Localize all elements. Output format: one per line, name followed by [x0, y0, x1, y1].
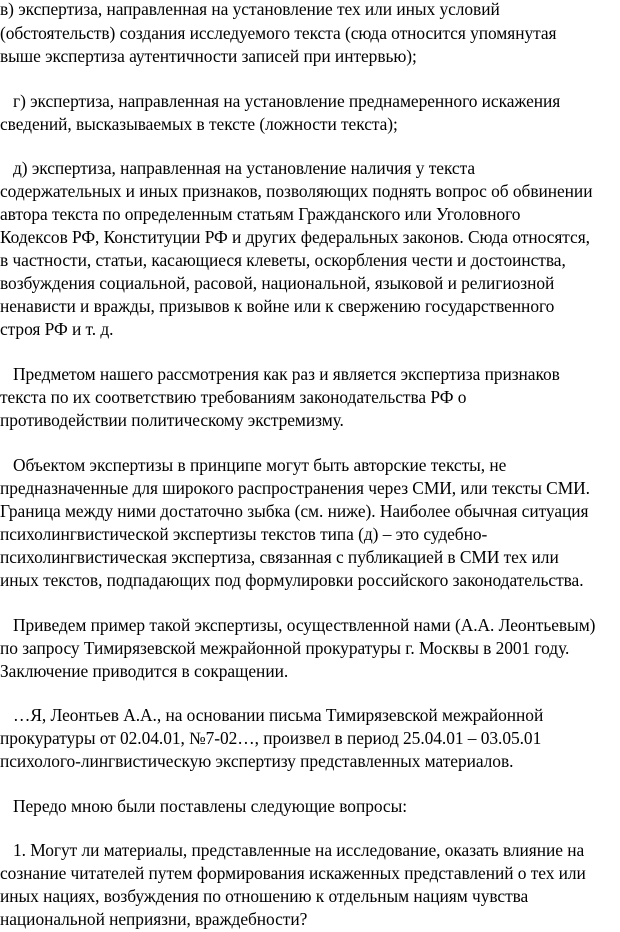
text-line: текста по их соответствию требованиям законодательства РФ о: [0, 387, 467, 407]
text-line: ненависти и вражды, призывов к войне или к свержению государственного: [0, 296, 555, 316]
text-line: Кодексов РФ, Конституции РФ и других федеральных законов. Сюда относятся,: [0, 227, 590, 247]
text-line: психолого-лингвистическую экспертизу представленных материалов.: [0, 751, 514, 771]
text-line: Граница между ними достаточно зыбка (см. ниже). Наиболее обычная ситуация: [0, 501, 589, 521]
text-line: строя РФ и т. д.: [0, 319, 114, 339]
text-line: противодействии политическому экстремизму.: [0, 410, 344, 430]
text-line: Предметом нашего рассмотрения как раз и является экспертиза признаков: [13, 364, 560, 384]
text-line: Объектом экспертизы в принципе могут быть авторские тексты, не: [13, 455, 507, 475]
text-line: национальной неприязни, враждебности?: [0, 909, 308, 929]
text-line: в) экспертиза, направленная на установление тех или иных условий: [0, 0, 500, 19]
text-line: г) экспертиза, направленная на установление преднамеренного искажения: [13, 91, 561, 111]
text-line: д) экспертиза, направленная на установление наличия у текста: [13, 158, 476, 178]
text-line: …Я, Леонтьев А.А., на основании письма Тимирязевской межрайонной: [13, 705, 544, 725]
text-line: сознание читателей путем формирования искаженных представлений о тех или: [0, 863, 586, 883]
text-line: психолингвистическая экспертиза, связанная с публикацией в СМИ тех или: [0, 547, 559, 567]
text-line: возбуждения социальной, расовой, национальной, языковой и религиозной: [0, 273, 555, 293]
text-line: иных текстов, подпадающих под формулировки российского законодательства.: [0, 570, 584, 590]
text-line: 1. Могут ли материалы, представленные на исследование, оказать влияние на: [13, 840, 585, 860]
text-line: по запросу Тимирязевской межрайонной прокуратуры г. Москвы в 2001 году.: [0, 638, 570, 658]
text-line: Передо мною были поставлены следующие вопросы:: [13, 796, 408, 816]
text-line: выше экспертиза аутентичности записей при интервью);: [0, 46, 417, 66]
text-line: иных нациях, возбуждения по отношению к отдельным нациям чувства: [0, 886, 529, 906]
text-line: прокуратуры от 02.04.01, №7-02…, произвел в период 25.04.01 – 03.05.01: [0, 728, 542, 748]
text-line: Заключение приводится в сокращении.: [0, 661, 289, 681]
text-line: сведений, высказываемых в тексте (ложности текста);: [0, 114, 398, 134]
text-line: в частности, статьи, касающиеся клеветы, оскорбления чести и достоинства,: [0, 250, 566, 270]
text-line: предназначенные для широкого распространения через СМИ, или тексты СМИ.: [0, 478, 590, 498]
text-line: (обстоятельств) создания исследуемого текста (сюда относится упомянутая: [0, 23, 557, 43]
text-line: содержательных и иных признаков, позволяющих поднять вопрос об обвинении: [0, 181, 593, 201]
text-line: психолингвистической экспертизы текстов типа (д) – это судебно-: [0, 524, 488, 544]
text-line: автора текста по определенным статьям Гражданского или Уголовного: [0, 204, 521, 224]
text-line: Приведем пример такой экспертизы, осуществленной нами (А.А. Леонтьевым): [13, 615, 596, 635]
